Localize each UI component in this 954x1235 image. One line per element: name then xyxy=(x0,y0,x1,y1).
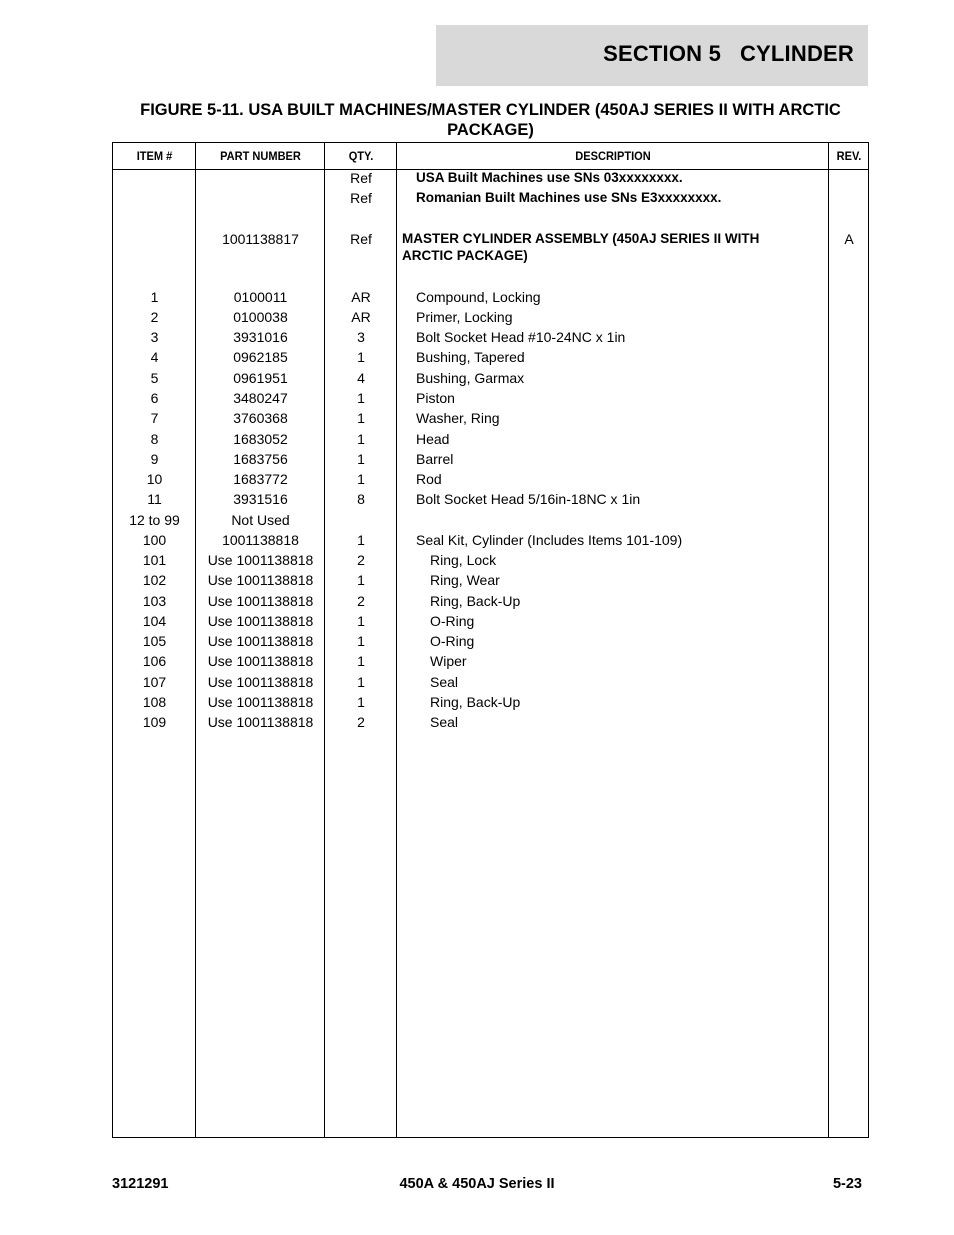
part-number-cell: 1683772 xyxy=(233,471,288,487)
table-row xyxy=(113,530,868,550)
item-cell: 107 xyxy=(142,674,167,690)
part-number-cell: 1001138818 xyxy=(222,532,299,548)
table-row xyxy=(113,307,868,327)
header-description: DESCRIPTION xyxy=(575,149,651,163)
table-row xyxy=(113,651,868,671)
qty-cell: 1 xyxy=(357,674,365,690)
table-row xyxy=(113,550,868,570)
qty-cell: Ref xyxy=(350,190,372,206)
part-number-cell: 3480247 xyxy=(233,390,288,406)
part-number-cell: Not Used xyxy=(231,512,290,528)
part-number-cell: 0962185 xyxy=(233,349,288,365)
part-number-cell: 0100038 xyxy=(233,309,288,325)
qty-cell: 1 xyxy=(357,532,365,548)
item-cell: 1 xyxy=(150,289,159,305)
description-cell: USA Built Machines use SNs 03xxxxxxxx. xyxy=(416,170,683,185)
item-cell: 12 to 99 xyxy=(129,512,180,528)
qty-cell: 4 xyxy=(357,370,365,386)
description-cell: Rod xyxy=(416,471,442,487)
description-cell: Washer, Ring xyxy=(416,410,500,426)
qty-cell: 1 xyxy=(357,431,365,447)
item-cell: 103 xyxy=(142,593,167,609)
item-cell: 6 xyxy=(150,390,159,406)
description-cell: Barrel xyxy=(416,451,454,467)
item-cell: 102 xyxy=(142,572,167,588)
header-rev: REV. xyxy=(836,149,862,163)
item-cell: 9 xyxy=(150,451,159,467)
section-header xyxy=(436,25,868,86)
footer-model: 450A & 450AJ Series II xyxy=(399,1176,555,1192)
qty-cell: 2 xyxy=(357,593,365,609)
description-cell: Ring, Lock xyxy=(430,552,497,568)
item-cell: 3 xyxy=(150,329,159,345)
table-row xyxy=(113,408,868,428)
part-number-cell: Use 1001138818 xyxy=(207,674,314,690)
item-cell: 8 xyxy=(150,431,159,447)
header-part-number: PART NUMBER xyxy=(220,149,301,163)
item-cell: 2 xyxy=(150,309,159,325)
item-cell: 108 xyxy=(142,694,167,710)
description-cell: Bushing, Tapered xyxy=(416,349,525,365)
part-number-cell: 3760368 xyxy=(233,410,288,426)
description-cell: Wiper xyxy=(430,653,467,669)
table-row xyxy=(113,510,868,530)
table-row xyxy=(113,388,868,408)
qty-cell: 2 xyxy=(357,714,365,730)
part-number-cell: 1001138817 xyxy=(222,231,299,247)
part-number-cell: Use 1001138818 xyxy=(207,633,314,649)
description-cell: Bolt Socket Head #10-24NC x 1in xyxy=(416,329,626,345)
figure-title: FIGURE 5-11. USA BUILT MACHINES/MASTER CYLINDER (450AJ SERIES II WITH ARCTIC PACKAGE) xyxy=(140,101,841,139)
item-cell: 100 xyxy=(142,532,167,548)
description-cell: Seal Kit, Cylinder (Includes Items 101-109) xyxy=(416,532,683,548)
description-cell: Piston xyxy=(416,390,455,406)
item-cell: 105 xyxy=(142,633,167,649)
item-cell: 101 xyxy=(142,552,167,568)
table-row xyxy=(113,188,868,208)
description-cell: Bolt Socket Head 5/16in-18NC x 1in xyxy=(416,491,641,507)
footer-page-number: 5-23 xyxy=(832,1176,862,1192)
table-row xyxy=(113,229,868,263)
description-cell: Bushing, Garmax xyxy=(416,370,525,386)
rev-cell: A xyxy=(844,231,854,247)
qty-cell: Ref xyxy=(350,170,372,186)
header-qty: QTY. xyxy=(348,149,374,163)
part-number-cell: Use 1001138818 xyxy=(207,714,314,730)
table-row xyxy=(113,712,868,732)
part-number-cell: Use 1001138818 xyxy=(207,552,314,568)
item-cell: 10 xyxy=(146,471,163,487)
item-cell: 7 xyxy=(150,410,159,426)
description-cell: O-Ring xyxy=(430,633,475,649)
table-row xyxy=(113,347,868,367)
description-cell: Ring, Back-Up xyxy=(430,593,521,609)
part-number-cell: 0100011 xyxy=(233,289,288,305)
item-cell: 104 xyxy=(142,613,167,629)
part-number-cell: 0961951 xyxy=(233,370,288,386)
table-row xyxy=(113,692,868,712)
part-number-cell: Use 1001138818 xyxy=(207,593,314,609)
qty-cell: AR xyxy=(351,289,371,305)
table-row xyxy=(113,449,868,469)
table-row xyxy=(113,469,868,489)
qty-cell: 1 xyxy=(357,390,365,406)
qty-cell: 1 xyxy=(357,613,365,629)
description-cell: Ring, Back-Up xyxy=(430,694,521,710)
section-title: SECTION 5 CYLINDER xyxy=(603,41,854,66)
table-row xyxy=(113,489,868,509)
table-row xyxy=(113,168,868,188)
table-row xyxy=(113,672,868,692)
header-item: ITEM # xyxy=(136,149,173,163)
table-row xyxy=(113,368,868,388)
footer-doc-number: 3121291 xyxy=(112,1176,169,1192)
qty-cell: AR xyxy=(351,309,371,325)
description-cell: O-Ring xyxy=(430,613,475,629)
table-row xyxy=(113,570,868,590)
part-number-cell: 3931016 xyxy=(233,329,288,345)
table-row xyxy=(113,327,868,347)
qty-cell: 1 xyxy=(357,633,365,649)
item-cell: 106 xyxy=(142,653,167,669)
item-cell: 109 xyxy=(142,714,167,730)
table-row xyxy=(113,631,868,651)
part-number-cell: 1683052 xyxy=(233,431,288,447)
description-cell: Seal xyxy=(430,674,459,690)
description-cell: MASTER CYLINDER ASSEMBLY (450AJ SERIES II WITH ARCTIC PACKAGE) xyxy=(402,231,760,263)
description-cell: Ring, Wear xyxy=(430,572,500,588)
qty-cell: 3 xyxy=(357,329,365,345)
description-cell: Head xyxy=(416,431,450,447)
qty-cell: 1 xyxy=(357,653,365,669)
table-row xyxy=(113,429,868,449)
item-cell: 5 xyxy=(150,370,159,386)
part-number-cell: 1683756 xyxy=(233,451,288,467)
table-row xyxy=(113,611,868,631)
qty-cell: 1 xyxy=(357,572,365,588)
item-cell: 11 xyxy=(147,491,162,507)
table-row xyxy=(113,287,868,307)
description-cell: Compound, Locking xyxy=(416,289,541,305)
qty-cell: 1 xyxy=(357,471,365,487)
parts-table xyxy=(112,142,869,1138)
description-cell: Romanian Built Machines use SNs E3xxxxxxxx. xyxy=(416,190,722,205)
description-cell: Primer, Locking xyxy=(416,309,513,325)
item-cell: 4 xyxy=(150,349,159,365)
qty-cell: 2 xyxy=(357,552,365,568)
qty-cell: Ref xyxy=(350,231,372,247)
part-number-cell: Use 1001138818 xyxy=(207,694,314,710)
qty-cell: 8 xyxy=(357,491,365,507)
part-number-cell: Use 1001138818 xyxy=(207,653,314,669)
part-number-cell: Use 1001138818 xyxy=(207,613,314,629)
part-number-cell: 3931516 xyxy=(233,491,288,507)
qty-cell: 1 xyxy=(357,451,365,467)
qty-cell: 1 xyxy=(357,410,365,426)
qty-cell: 1 xyxy=(357,349,365,365)
qty-cell: 1 xyxy=(357,694,365,710)
description-cell: Seal xyxy=(430,714,459,730)
part-number-cell: Use 1001138818 xyxy=(207,572,314,588)
table-row xyxy=(113,591,868,611)
